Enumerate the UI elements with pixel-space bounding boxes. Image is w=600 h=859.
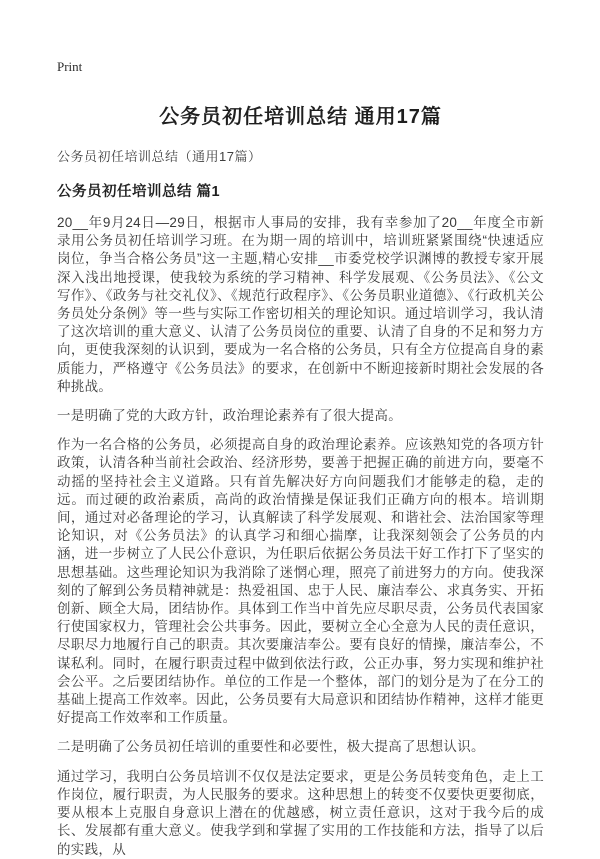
print-link[interactable]: Print xyxy=(57,59,83,74)
paragraph-2: 一是明确了党的大政方针，政治理论素养有了很大提高。 xyxy=(57,408,402,424)
paragraph-5: 通过学习，我明白公务员培训不仅仅是法定要求，更是公务员转变角色，走上工作岗位，履行职责，为人民服务的要求。这种思想上的转变不仅要快更要彻底，要从根本上克服自身意识上潜在的优越感，树立责任意识，这对于我今后的成长、发展都有重大意义。使我学到和掌握了实用的工作技能和方法，指导了以后的实践，从 xyxy=(57,768,544,857)
page-title: 公务员初任培训总结 通用17篇 xyxy=(159,106,442,128)
paragraph-4: 二是明确了公务员初任培训的重要性和必要性，极大提高了思想认识。 xyxy=(57,739,485,755)
document-subtitle: 公务员初任培训总结（通用17篇） xyxy=(57,149,262,164)
paragraph-3: 作为一名合格的公务员，必须提高自身的政治理论素养。应该熟知党的各项方针政策，认清各种当前社会政治、经济形势，要善于把握正确的前进方向，要毫不动摇的坚持社会主义道路。只有首先解决好方向问题我们才能够走的稳，走的远。而过硬的政治素质，高尚的政治情操是保证我们正确方向的根本。培训期间，通过对必备理论的学习，认真解读了科学发展观、和谐社会、法治国家等理论知识，对《公务员法》的认真学习和细心揣摩，让我深刻领会了公务员的内涵，进一步树立了人民公仆意识，为任职后依据公务员法干好工作打下了坚实的思想基础。这些理论知识为我消除了迷惘心理，照亮了前进努力的方向。使我深刻的了解到公务员精神就是：热爱祖国、忠于人民、廉洁奉公、求真务实、开拓创新、顾全大局，团结协作。具体到工作当中首先应尽职尽责，公务员代表国家行使国家权力，管理社会公共事务。因此，要树立全心全意为人民的责任意识，尽职尽力地履行自己的职责。其次要廉洁奉公。要有良好的情操，廉洁奉公，不谋私利。同时，在履行职责过程中做到依法行政，公正办事，努力实现和维护社会公平。之后要团结协作。单位的工作是一个整体，部门的划分是为了在分工的基础上提高工作效率。因此，公务员要有大局意识和团结协作精神，这样才能更好提高工作效率和工作质量。 xyxy=(57,437,544,726)
article-body xyxy=(57,214,544,859)
paragraph-1: 20__年9月24日—29日，根据市人事局的安排，我有幸参加了20__年度全市新录用公务员初任培训学习班。在为期一周的培训中，培训班紧紧围绕“快速适应岗位，争当合格公务员”这一主题,精心安排__市委党校学识渊博的教授专家开展深入浅出地授课，使我较为系统的学习精神、科学发展观、《公务员法》、《公文写作》、《政务与社交礼仪》、《规范行政程序》、《公务员职业道德》、《行政机关公务员处分条例》等一些与实际工作密切相关的理论知识。通过培训学习，我认清了这次培训的重大意义、认清了公务员岗位的重要、认清了自身的不足和努力方向，更使我深刻的认识到，要成为一名合格的公务员，只有全方位提高自身的素质能力，严格遵守《公务员法》的要求，在创新中不断迎接新时期社会发展的各种挑战。 xyxy=(57,215,544,394)
section-heading: 公务员初任培训总结 篇1 xyxy=(57,184,221,200)
